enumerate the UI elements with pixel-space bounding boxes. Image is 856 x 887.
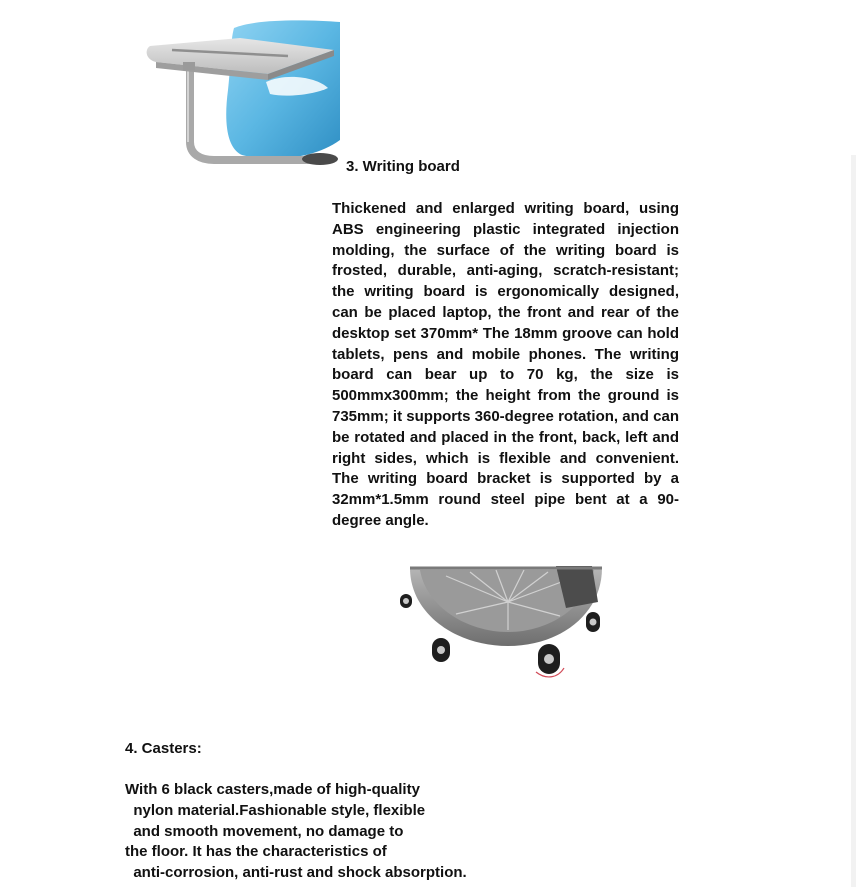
writing-board-chair-photo: [138, 20, 340, 166]
section-heading-casters: 4. Casters:: [125, 740, 202, 757]
page-edge-shadow: [851, 155, 856, 887]
casters-description-line: and smooth movement, no damage to: [125, 822, 404, 840]
casters-description-line: the floor. It has the characteristics of: [125, 843, 387, 861]
section-heading-writing-board: 3. Writing board: [346, 158, 460, 175]
casters-description-line: nylon material.Fashionable style, flexible: [125, 801, 426, 819]
casters-description: [125, 780, 467, 884]
writing-board-description: Thickened and enlarged writing board, using ABS engineering plastic integrated injection molding, the surface of the writing board is frosted, durable, anti-aging, scratch-resistant; the writing board is ergonomically designed, can be placed laptop, the front and rear of the desktop set 370mm* The 18mm groove can hold tablets, pens and mobile phones. The writing board can bear up to 70 kg, the size is 500mmx300mm; the height from the ground is 735mm; it supports 360-degree rotation, and can be rotated and placed in the front, back, left and right sides, which is flexible and convenient. The writing board bracket is supported by a 32mm*1.5mm round steel pipe bent at a 90-degree angle.: [332, 200, 679, 529]
chair-base-casters-photo: [396, 562, 608, 680]
casters-description-line: With 6 black casters,made of high-quality: [125, 781, 420, 798]
casters-description-line: anti-corrosion, anti-rust and shock absorption.: [125, 864, 467, 882]
